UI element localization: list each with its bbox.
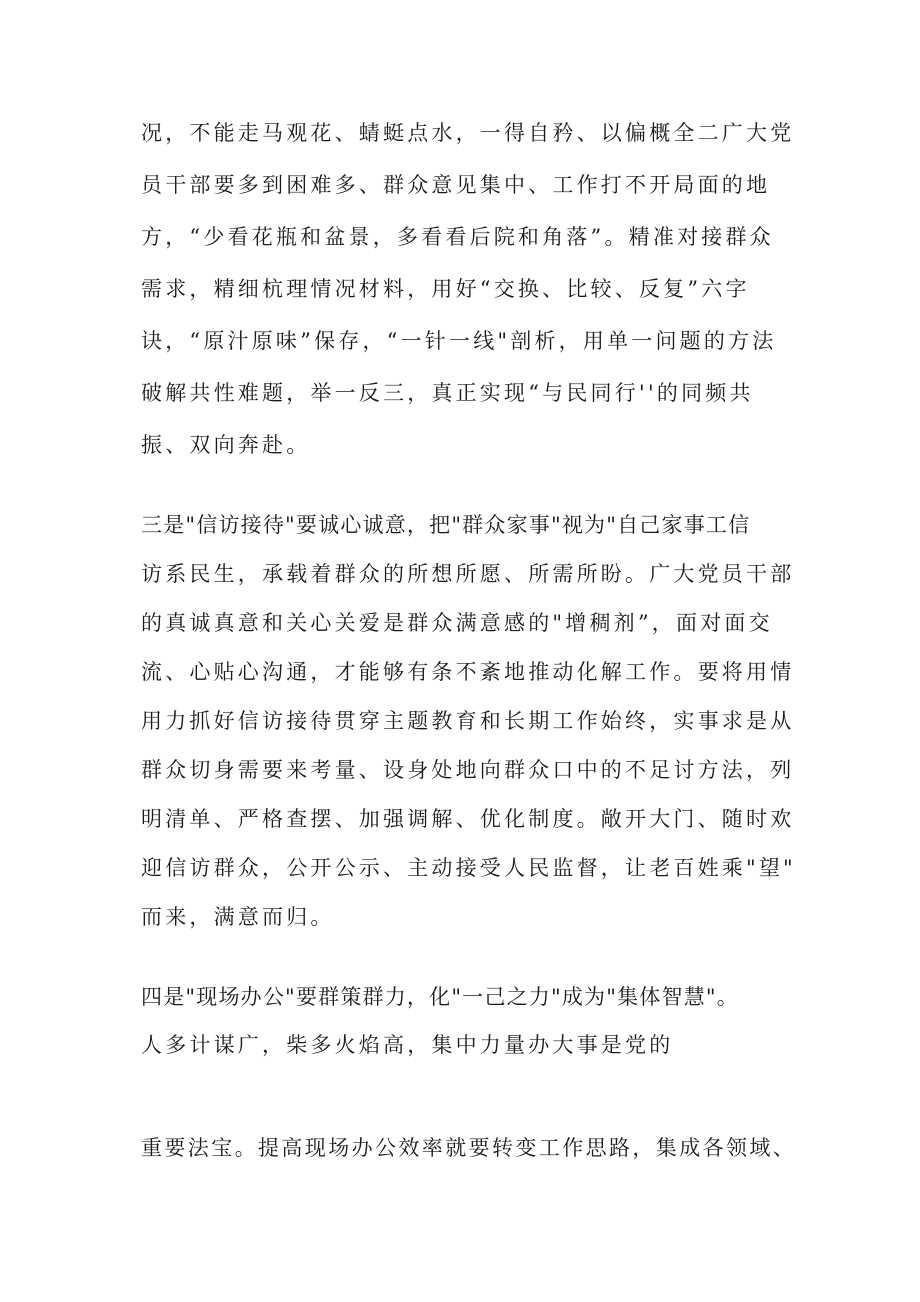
text-line: 的真诚真意和关心关爱是群众满意感的"增稠剂”，面对面交 [141,611,773,635]
text-line: 流、心贴心沟通，才能够有条不紊地推动化解工作。要将用情 [141,660,795,684]
text-line: 方，“少看花瓶和盆景，多看看后院和角落”。精准对接群众 [141,225,774,249]
text-line: 而来，满意而归。 [141,905,335,929]
text-line: 明清单、严格查摆、加强调解、优化制度。敞开大门、随时欢 [141,807,795,831]
text-line: 重要法宝。提高现场办公效率就要转变工作思路，集成各领域、 [141,1136,797,1160]
text-line: 员干部要多到困难多、群众意见集中、工作打不开局面的地 [141,173,771,197]
text-line: 三是"信访接待"要诚心诚意，把"群众家事"视为"自己家事工信 [141,513,751,537]
text-line: 人多计谋广，柴多火焰高，集中力量办大事是党的 [141,1033,674,1057]
text-line: 诀，“原汁原味”保存，“一针一线"剖析，用单一问题的方法 [141,329,777,353]
text-line: 四是"现场办公"要群策群力，化"一己之力"成为"集体智慧"。 [141,985,739,1009]
text-line: 振、双向奔赴。 [141,433,311,457]
text-line: 群众切身需要来考量、设身处地向群众口中的不足讨方法，列 [141,758,795,782]
text-line: 迎信访群众，公开公示、主动接受人民监督，让老百姓乘"望" [141,856,796,880]
text-line: 用力抓好信访接待贯穿主题教育和长期工作始终，实事求是从 [141,709,795,733]
text-line: 况，不能走马观花、蜻蜓点水，一得自矜、以偏概全二广大党 [141,121,795,145]
text-line: 访系民生，承载着群众的所想所愿、所需所盼。广大党员干部 [141,562,795,586]
text-line: 破解共性难题，举一反三，真正实现“与民同行''的同频共 [141,381,754,405]
text-line: 需求，精细杭理情况材料，用好“交换、比较、反复”六字 [141,277,750,301]
